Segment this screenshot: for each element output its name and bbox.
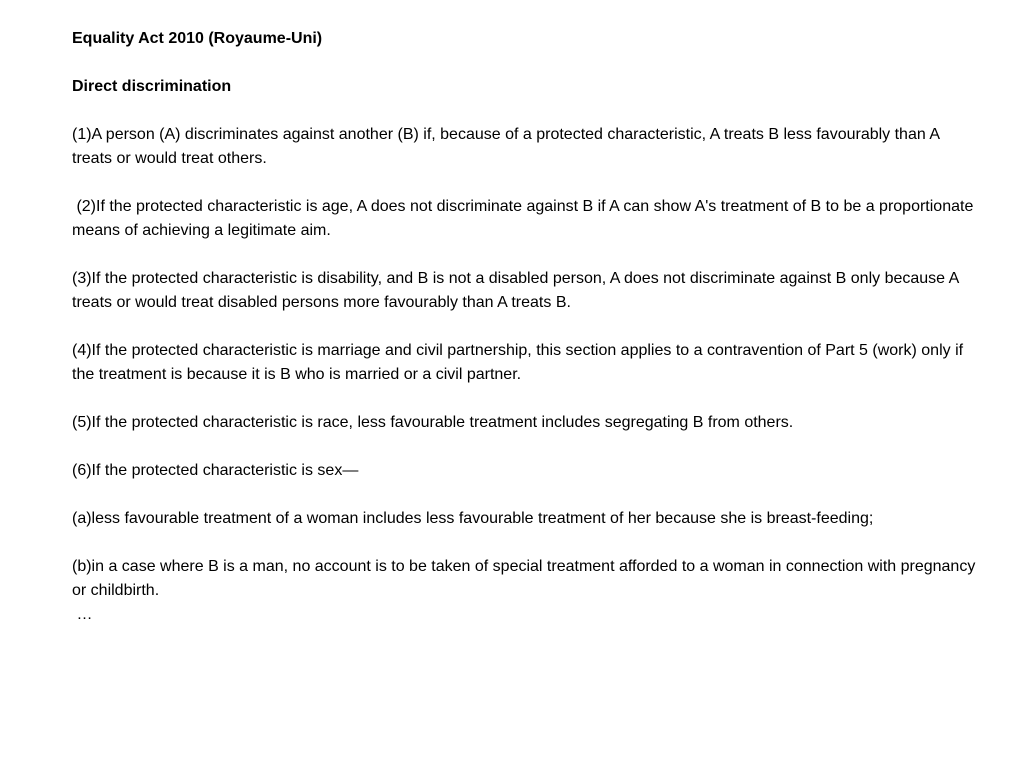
spacer xyxy=(72,51,982,75)
document-title: Equality Act 2010 (Royaume-Uni) xyxy=(72,30,323,47)
subsection-6b: (b)in a case where B is a man, no account is to be taken of special treatment afforded to a woman in connection with pregnancy or childbirth. xyxy=(72,558,980,599)
spacer xyxy=(72,435,982,459)
section-heading: Direct discrimination xyxy=(72,78,232,95)
document-body xyxy=(72,27,982,627)
subsection-3: (3)If the protected characteristic is disability, and B is not a disabled person, A does not discriminate against B only because A treats or would treat disabled persons more favourably than A treats B. xyxy=(72,270,963,311)
spacer xyxy=(72,483,982,507)
subsection-5: (5)If the protected characteristic is race, less favourable treatment includes segregating B from others. xyxy=(72,414,794,431)
spacer xyxy=(72,99,982,123)
ellipsis-continuation: … xyxy=(72,606,93,623)
subsection-1: (1)A person (A) discriminates against another (B) if, because of a protected characteristic, A treats B less favourably than A treats or would treat others. xyxy=(72,126,944,167)
subsection-6: (6)If the protected characteristic is sex— xyxy=(72,462,359,479)
spacer xyxy=(72,243,982,267)
spacer xyxy=(72,531,982,555)
subsection-6a: (a)less favourable treatment of a woman includes less favourable treatment of her because she is breast-feeding; xyxy=(72,510,874,527)
spacer xyxy=(72,387,982,411)
spacer xyxy=(72,171,982,195)
spacer xyxy=(72,315,982,339)
subsection-4: (4)If the protected characteristic is marriage and civil partnership, this section applies to a contravention of Part 5 (work) only if the treatment is because it is B who is married or a civil partner. xyxy=(72,342,968,383)
subsection-2: (2)If the protected characteristic is age, A does not discriminate against B if A can show A's treatment of B to be a proportionate means of achieving a legitimate aim. xyxy=(72,198,978,239)
